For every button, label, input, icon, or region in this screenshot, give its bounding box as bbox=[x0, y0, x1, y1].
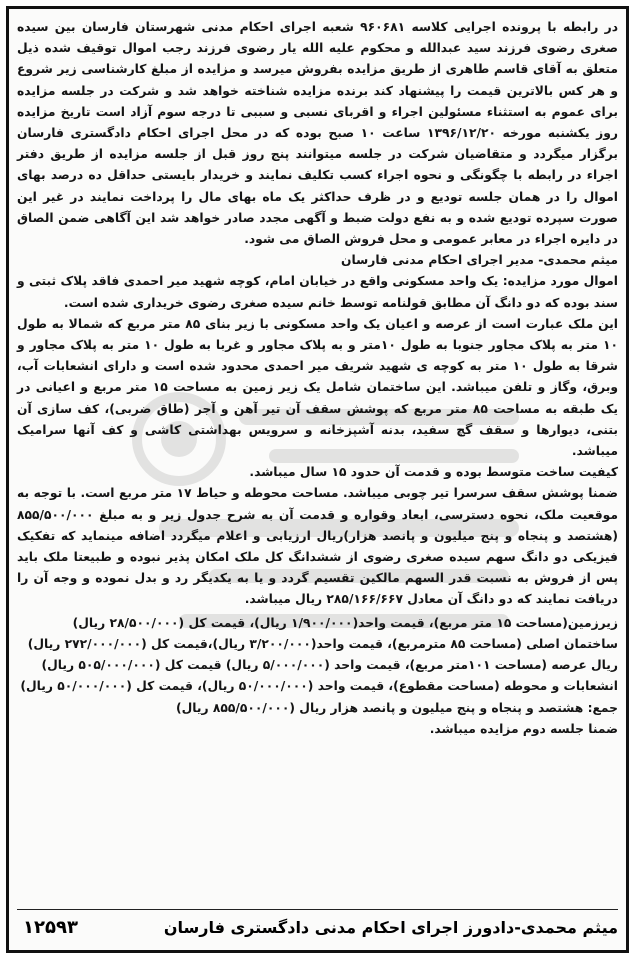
notice-text bbox=[17, 17, 618, 740]
footer-signature: میثم محمدی-دادورز اجرای احکام مدنی دادگستری فارسان bbox=[163, 917, 618, 937]
auction-notice bbox=[6, 6, 629, 953]
valuation-row: ساختمان اصلی (مساحت ۸۵ مترمربع)، قیمت واحد(۳/۲۰۰/۰۰۰ ریال)،قیمت کل (۲۷۲/۰۰۰/۰۰۰ ریال) bbox=[27, 636, 618, 651]
notice-signature: میثم محمدی- مدیر اجرای احکام مدنی فارسان bbox=[341, 253, 618, 268]
valuation-text: ضمنا پوشش سقف سرسرا تیر چوبی میباشد. مساحت محوطه و حیاط ۱۷ متر مربع است. با توجه به موقعیت ملک، نحوه دسترسی، ابعاد وقواره و قدمت آن به شرح جدول زیر و به مبلغ ۸۵۵/۵۰۰/۰۰۰ (هشتصد و پنجاه و پنج میلیون و پانصد هزار)ریال ارزیابی و اعلام میگردد اضافه مینماید که تفکیک فیزیکی دو دانگ سهم سیده صغری رضوی از ششدانگ کل ملک امکان پذیر نبوده و طبیعتا ملک باید پس از فروش به نسبت قدر السهم مالکین تقسیم گردد و یا به یکدیگر رد و بدل نموده و وجه آن را دریافت نمایند که دو دانگ آن معادل ۲۸۵/۱۶۶/۶۶۷ ریال میباشد. bbox=[17, 486, 619, 607]
valuation-row: زیرزمین(مساحت ۱۵ متر مربع)، قیمت واحد(۱/۹۰۰/۰۰۰ ریال)، قیمت کل (۲۸/۵۰۰/۰۰۰ ریال) bbox=[72, 615, 618, 630]
valuation-total: جمع: هشتصد و پنجاه و پنج میلیون و پانصد هزار ریال (۸۵۵/۵۰۰/۰۰۰ ریال) bbox=[175, 700, 618, 715]
valuation-row: انشعابات و محوطه (مساحت مقطوع)، قیمت واحد (۵۰/۰۰۰/۰۰۰ ریال)، قیمت کل (۵۰/۰۰۰/۰۰۰ ریال) bbox=[20, 679, 618, 694]
valuation-row: ریال عرصه (مساحت ۱۰۱متر مربع)، قیمت واحد (۵/۰۰۰/۰۰۰ ریال) قیمت کل (۵۰۵/۰۰۰/۰۰۰ ریال) bbox=[41, 658, 618, 673]
build-quality: کیفیت ساخت متوسط بوده و قدمت آن حدود ۱۵ سال میباشد. bbox=[249, 465, 618, 480]
second-session-note: ضمنا جلسه دوم مزایده میباشد. bbox=[429, 721, 618, 736]
notice-footer bbox=[17, 909, 618, 944]
property-details: این ملک عبارت است از عرصه و اعیان یک واحد مسکونی با زیر بنای ۸۵ متر مربع که شمالا به طول ۱۰ متر به پلاک مجاور جنوبا به طول ۱۰متر و به پلاک مجاور و غربا به طول ۱۰ متر به پلاک مجاور و شرقا به طول ۱۰ متر به کوچه ی شهید شریف میر احمدی محدود شده است و دارای انشعابات آب، وبرق، وگاز و تلفن میباشد. این ساختمان شامل یک زیر زمین به مساحت ۱۵ متر مربع و اعیانی در یک طبقه به مساحت ۸۵ متر مربع که پوشش سقف آن تیر آهن و آجر (طاق ضربی)، کف سازی آن بتنی، دیوارها و سقف گچ سفید، بدنه آشپزخانه و سرویس بهداشتی کاشی و کف آنها سرامیک میباشد. bbox=[17, 316, 619, 459]
notice-body: در رابطه با پرونده اجرایی کلاسه ۹۶۰۶۸۱ شعبه اجرای احکام مدنی شهرستان فارسان بین سیده صغری رضوی فرزند سید عبدالله و محکوم علیه الله یار رضوی فرزند رجب اموال توقیف شده ذیل متعلق به آقای قاسم طاهری از طریق مزایده بفروش میرسد و مزایده از مبلغ کارشناسی زیر شروع و هر کس بالاترین قیمت را پیشنهاد کند برنده مزایده شناخته خواهد شد و شرکت در جلسه مزایده برای عموم به استثناء مسئولین اجراء و اقربای نسبی و سببی تا درجه سوم آزاد است تاریخ مزایده روز یکشنبه مورخه ۱۳۹۶/۱۲/۲۰ ساعت ۱۰ صبح بوده که در محل اجرای احکام دادگستری فارسان برگزار میگردد و متقاضیان شرکت در جلسه میتوانند پنج روز قبل از جلسه مزایده از طریق دفتر اجراء در رابطه با چگونگی و نحوه اجراء کسب تکلیف نمایند و خریدار بایستی حداقل ده درصد بهای اموال را در همان جلسه تودیع و در ظرف حداکثر یک ماه بهای مال را پرداخت نمایند در غیر این صورت سپرده تودیع شده و به نفع دولت ضبط و آگهی مجدد صادر خواهد شد این آگاهی ضمن الصاق در دایره اجراء در معابر عمومی و محل فروش الصاق می شود. bbox=[17, 20, 619, 247]
footer-code: ۱۲۵۹۳ bbox=[23, 916, 78, 938]
property-description: اموال مورد مزایده: یک واحد مسکونی واقع در خیابان امام، کوچه شهید میر احمدی فاقد پلاک ثبتی و سند بوده که دو دانگ آن مطابق قولنامه توسط خانم سیده صغری رضوی خریداری شده است. bbox=[17, 274, 618, 310]
